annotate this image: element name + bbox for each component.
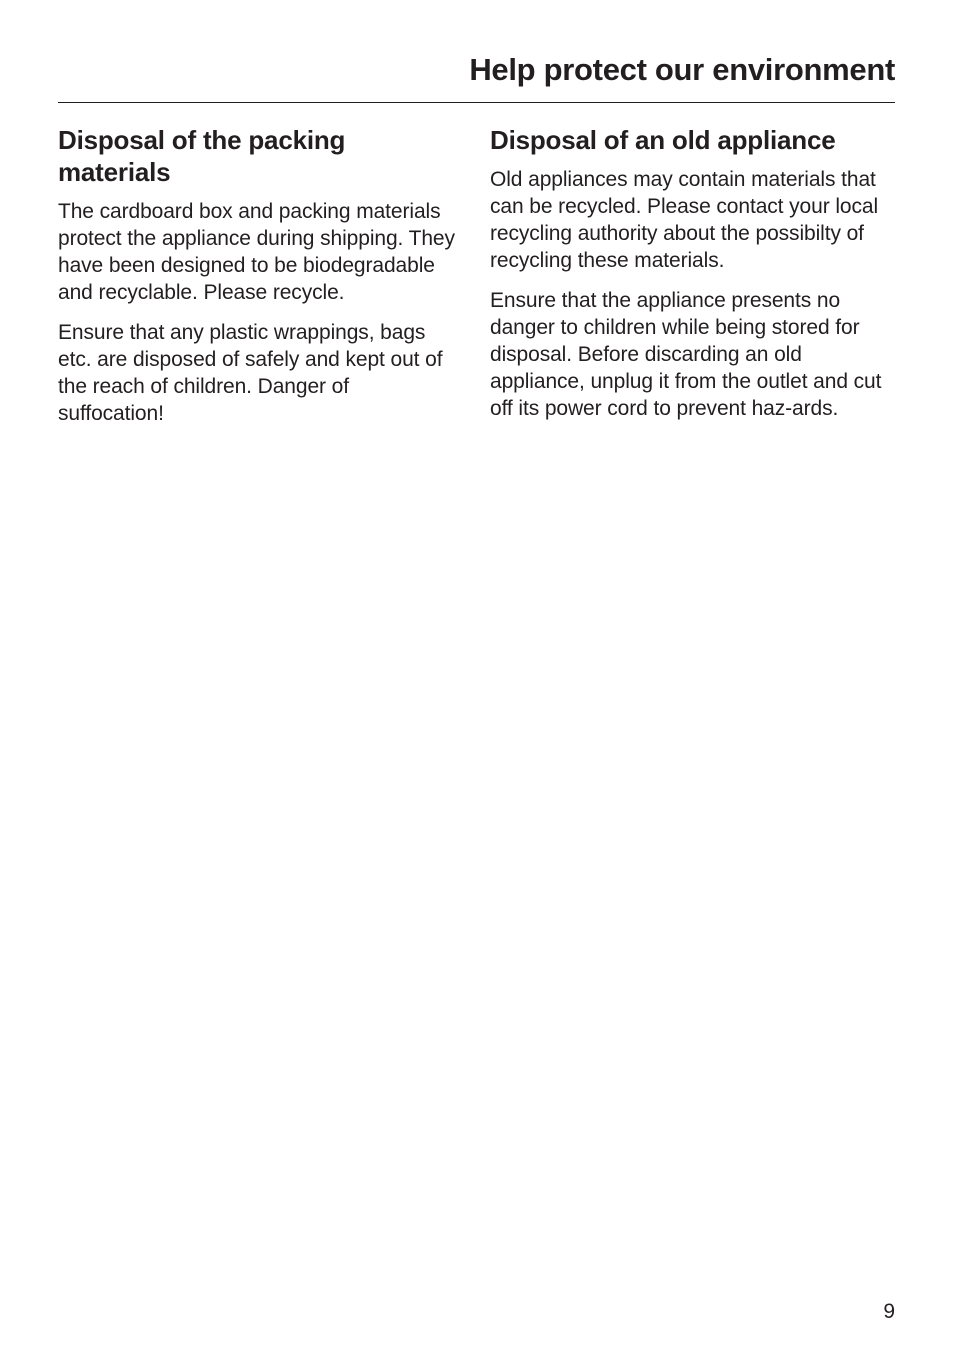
page-title: Help protect our environment (469, 52, 895, 87)
paragraph-packing-1: The cardboard box and packing materials protect the appliance during shipping. They have been designed to be biodegradable and recyclable. Please recycle. (58, 200, 455, 304)
page-header (58, 50, 895, 103)
paragraph-old-appliance-2: Ensure that the appliance presents no danger to children while being stored for disposal. Before discarding an old appliance, unplug it from the outlet and cut off its power cord to prevent haz-ards. (490, 289, 882, 420)
paragraph-old-appliance-1: Old appliances may contain materials that can be recycled. Please contact your local recycling authority about the possibilty of recycling these materials. (490, 168, 879, 272)
section-heading-old-appliance: Disposal of an old appliance (490, 125, 836, 155)
section-packing-materials (58, 124, 458, 440)
section-heading-packing: Disposal of the packing materials (58, 125, 346, 187)
section-old-appliance (490, 124, 895, 435)
page-number: 9 (883, 1300, 895, 1323)
paragraph-packing-2: Ensure that any plastic wrappings, bags etc. are disposed of safely and kept out of the reach of children. Danger of suffocation! (58, 321, 443, 425)
